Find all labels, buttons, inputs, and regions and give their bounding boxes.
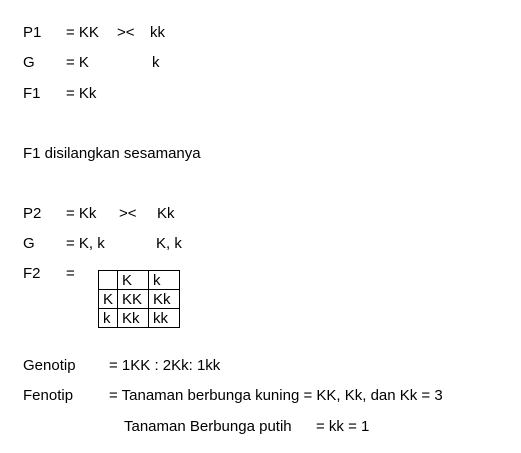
- p1-label: P1: [23, 24, 42, 41]
- punnett-row-header: k: [99, 309, 118, 328]
- p2-label: P2: [23, 205, 42, 222]
- p2-partner-genotype: Kk: [157, 205, 175, 222]
- p2-cross-symbol: ><: [119, 205, 137, 222]
- punnett-col-header: k: [149, 271, 180, 290]
- punnett-row: [99, 290, 180, 309]
- g2-label: G: [23, 235, 35, 252]
- punnett-header-row: [99, 271, 180, 290]
- genotip-label: Genotip: [23, 357, 76, 374]
- g1-gamete: = K: [66, 54, 89, 71]
- punnett-cell: Kk: [118, 309, 149, 328]
- fenotip-yellow-line: = Tanaman berbunga kuning = KK, Kk, dan Kk = 3: [109, 387, 443, 404]
- punnett-col-header: K: [118, 271, 149, 290]
- f2-equals: =: [66, 265, 75, 282]
- f2-label: F2: [23, 265, 41, 282]
- punnett-row: [99, 309, 180, 328]
- fenotip-white-label: Tanaman Berbunga putih: [124, 418, 292, 435]
- fenotip-white-value: = kk = 1: [316, 418, 370, 435]
- punnett-cell: Kk: [149, 290, 180, 309]
- g1-partner-gamete: k: [152, 54, 160, 71]
- punnett-cell: kk: [149, 309, 180, 328]
- punnett-corner-cell: [99, 271, 118, 290]
- punnett-row-header: K: [99, 290, 118, 309]
- f1-label: F1: [23, 85, 41, 102]
- g2-gametes: = K, k: [66, 235, 105, 252]
- g2-partner-gametes: K, k: [156, 235, 182, 252]
- p1-cross-symbol: ><: [117, 24, 135, 41]
- p1-genotype: = KK: [66, 24, 99, 41]
- f1-cross-note: F1 disilangkan sesamanya: [23, 145, 201, 162]
- p2-genotype: = Kk: [66, 205, 97, 222]
- genotip-ratio: = 1KK : 2Kk: 1kk: [109, 357, 221, 374]
- f1-genotype: = Kk: [66, 85, 97, 102]
- punnett-square: [98, 270, 180, 328]
- fenotip-label: Fenotip: [23, 387, 74, 404]
- punnett-cell: KK: [118, 290, 149, 309]
- p1-partner-genotype: kk: [150, 24, 165, 41]
- g1-label: G: [23, 54, 35, 71]
